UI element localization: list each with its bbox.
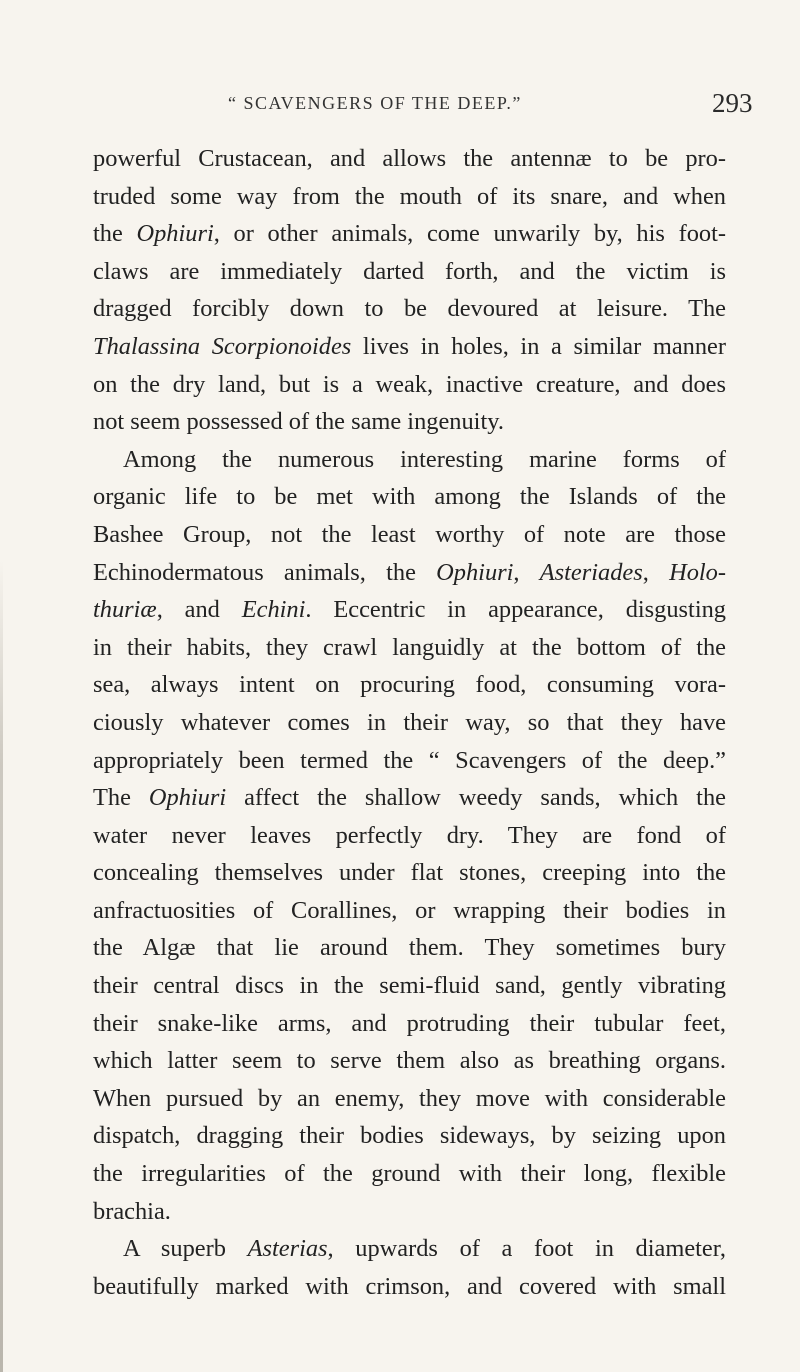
text-line: the irregularities of the ground with their long, flexible — [93, 1160, 726, 1188]
text-line: beautifully marked with crimson, and covered with small — [93, 1272, 726, 1300]
text-line: dispatch, dragging their bodies sideways, by seizing upon — [93, 1122, 726, 1150]
text-line: sea, always intent on procuring food, consuming vora- — [93, 671, 726, 699]
text-line: Bashee Group, not the least worthy of note are those — [93, 520, 726, 548]
text-line: on the dry land, but is a weak, inactive creature, and does — [93, 370, 726, 398]
italic-term: Ophiuri — [136, 220, 214, 248]
italic-term: Asteriades — [539, 558, 643, 586]
body-text — [93, 140, 726, 1305]
italic-term: Echini — [241, 596, 306, 624]
italic-term: Ophiuri — [148, 784, 227, 812]
text-line: concealing themselves under flat stones, creeping into the — [93, 859, 726, 887]
italic-term: Asterias — [247, 1235, 328, 1263]
text-line: which latter seem to serve them also as breathing organs. — [93, 1047, 726, 1075]
text-line: truded some way from the mouth of its snare, and when — [93, 182, 726, 210]
text-line: organic life to be met with among the Islands of the — [93, 483, 726, 511]
italic-term: Holo- — [669, 558, 726, 586]
text-line: claws are immediately darted forth, and the victim is — [93, 257, 726, 285]
text-line: thuriæ, and Echini. Eccentric in appearance, disgusting — [93, 596, 726, 624]
text-line: not seem possessed of the same ingenuity. — [93, 408, 504, 436]
text-line: the Algæ that lie around them. They sometimes bury — [93, 934, 726, 962]
text-line: Echinodermatous animals, the Ophiuri, Asteriades, Holo- — [93, 558, 726, 586]
text-line: ciously whatever comes in their way, so that they have — [93, 708, 726, 736]
text-line: dragged forcibly down to be devoured at leisure. The — [93, 295, 726, 323]
italic-term: Thalassina Scorpionoides — [93, 332, 352, 360]
text-line: brachia. — [93, 1197, 171, 1225]
italic-term: Ophiuri — [436, 558, 514, 586]
text-line: in their habits, they crawl languidly at the bottom of the — [93, 633, 726, 661]
text-line: the Ophiuri, or other animals, come unwarily by, his foot- — [93, 220, 726, 248]
running-head: “ SCAVENGERS OF THE DEEP.” — [228, 93, 522, 113]
page-number: 293 — [712, 88, 753, 118]
text-line: anfractuosities of Corallines, or wrapping their bodies in — [93, 896, 726, 924]
text-line: appropriately been termed the “ Scavengers of the deep.” — [93, 746, 726, 774]
italic-term: thuriæ — [93, 596, 157, 624]
text-line: A superb Asterias, upwards of a foot in diameter, — [123, 1235, 726, 1263]
text-line: their central discs in the semi-fluid sand, gently vibrating — [93, 972, 726, 1000]
text-line: their snake-like arms, and protruding their tubular feet, — [93, 1009, 726, 1037]
text-line: powerful Crustacean, and allows the antennæ to be pro- — [93, 145, 726, 172]
text-line: When pursued by an enemy, they move with considerable — [93, 1084, 726, 1112]
page-edge-shadow — [0, 560, 3, 1372]
text-line: water never leaves perfectly dry. They are fond of — [93, 821, 726, 849]
text-line: The Ophiuri affect the shallow weedy sands, which the — [93, 784, 726, 812]
text-line: Thalassina Scorpionoides lives in holes, in a similar manner — [93, 332, 727, 360]
text-line: Among the numerous interesting marine forms of — [123, 445, 726, 473]
